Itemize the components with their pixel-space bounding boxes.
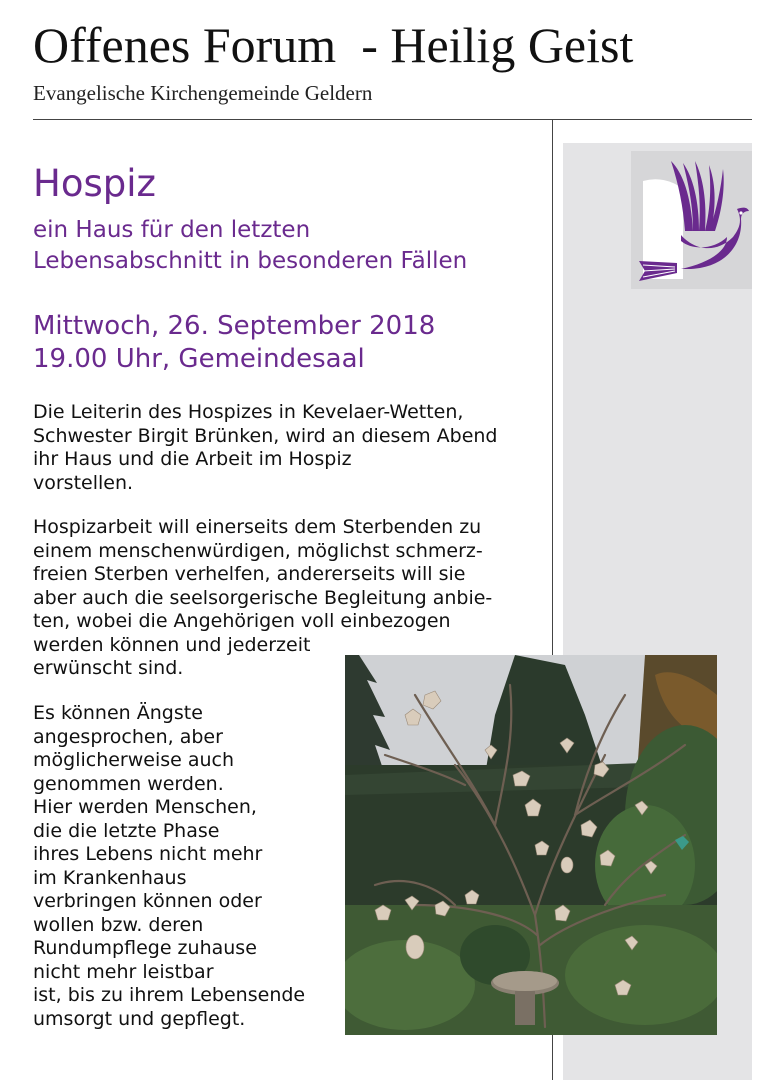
- event-date-line: Mittwoch, 26. September 2018: [33, 311, 436, 341]
- text-line: ihr Haus und die Arbeit im Hospiz: [33, 448, 352, 470]
- text-line: umsorgt und gepflegt.: [33, 1007, 246, 1030]
- header-divider: [33, 119, 752, 120]
- event-date: [33, 310, 548, 376]
- page-subtitle: Evangelische Kirchengemeinde Geldern: [33, 81, 373, 105]
- text-line: ihres Lebens nicht mehr: [33, 843, 263, 865]
- event-subtitle-line: Lebensabschnitt in besonderen Fällen: [33, 248, 468, 274]
- paragraph-fears: [33, 702, 338, 1031]
- text-line: Hier werden Menschen,: [33, 796, 257, 818]
- text-line: nicht mehr leistbar: [33, 960, 214, 983]
- text-line: ist, bis zu ihrem Lebensende: [33, 984, 306, 1006]
- text-line: ten, wobei die Angehörigen voll einbezogen: [33, 610, 451, 632]
- event-title: Hospiz: [33, 162, 156, 205]
- text-line: angesprochen, aber: [33, 725, 223, 748]
- text-line: wollen bzw. deren: [33, 913, 204, 936]
- text-line: Es können Ängste: [33, 702, 203, 724]
- text-line: werden können und jederzeit: [33, 633, 311, 656]
- text-line: genommen werden.: [33, 772, 224, 795]
- text-line: Die Leiterin des Hospizes in Kevelaer-Wetten,: [33, 401, 464, 423]
- event-time-place-line: 19.00 Uhr, Gemeindesaal: [33, 344, 365, 374]
- text-line: erwünscht sind.: [33, 657, 184, 679]
- page-title: Offenes Forum - Heilig Geist: [33, 17, 634, 73]
- dove-icon: [631, 151, 752, 289]
- text-line: im Krankenhaus: [33, 866, 187, 889]
- text-line: Schwester Birgit Brünken, wird an diesem Abend: [33, 424, 498, 447]
- text-line: verbringen können oder: [33, 890, 262, 912]
- text-line: vorstellen.: [33, 471, 134, 494]
- text-line: Hospizarbeit will einerseits dem Sterbenden zu: [33, 516, 482, 538]
- text-line: aber auch die seelsorgerische Begleitung anbie-: [33, 586, 493, 609]
- event-subtitle-line: ein Haus für den letzten: [33, 217, 311, 243]
- text-line: einem menschenwürdigen, möglichst schmerz-: [33, 539, 483, 562]
- text-line: freien Sterben verhelfen, andererseits will sie: [33, 563, 466, 585]
- text-line: die die letzte Phase: [33, 819, 220, 842]
- paragraph-intro: [33, 401, 553, 495]
- text-line: Rundumpflege zuhause: [33, 937, 257, 959]
- text-line: möglicherweise auch: [33, 749, 235, 771]
- memorial-tree-photo: [345, 655, 717, 1035]
- event-subtitle: [33, 215, 548, 277]
